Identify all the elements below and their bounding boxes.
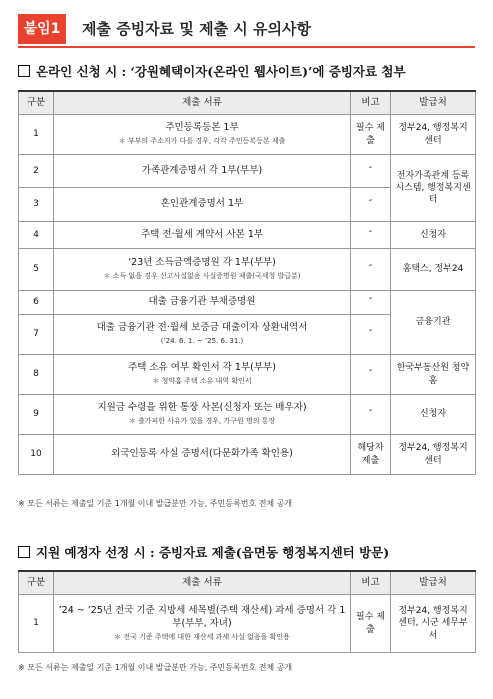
section1-table — [18, 90, 476, 475]
col-header-no: 구분 — [19, 91, 54, 115]
table-row: 8 주택 소유 여부 확인서 각 1부(부부) ＊ 청약홈 주택 소유 내역 확인서 ″ 한국부동산원 청약홈 — [19, 355, 476, 395]
col-header-issuer: 발급처 — [391, 91, 476, 115]
section1-title: 온라인 신청 시 : ‘강원혜택이자(온라인 웹사이트)’에 증빙자료 첨부 — [18, 62, 406, 80]
col-header-issuer: 발급처 — [391, 571, 476, 595]
table-row: 6 대출 금융기관 부채증명원 ″ 금융기관 — [19, 291, 476, 315]
table-row: 7 대출 금융기관 전·월세 보증금 대출이자 상환내역서 (’24. 6. 1. ~ ’25. 6. 31.) ″ — [19, 315, 476, 355]
col-header-no: 구분 — [19, 571, 54, 595]
appendix-badge: 붙임1 — [18, 14, 66, 44]
page-header — [18, 14, 475, 44]
table-row: 9 지원금 수령을 위한 통장 사본(신청자 또는 배우자) ＊ 출가피한 사유가 있을 경우, 가구원 명의 통장 ″ 신청자 — [19, 395, 476, 435]
table-row: 3 혼인관계증명서 1부 ″ — [19, 188, 476, 222]
section2-table — [18, 570, 476, 653]
header-divider — [18, 46, 475, 48]
section2-note: ※ 모든 서류는 제출일 기준 1개월 이내 발급분만 가능, 주민등록번호 전체 공개 — [18, 663, 293, 672]
table-row: 10 외국인등록 사실 증명서(다문화가족 확인용) 해당자 제출 정부24, 행정복지센터 — [19, 435, 476, 475]
table-row: 5 ’23년 소득금액증명원 각 1부(부부) ＊ 소득 없을 경우 신고사실없음 사실증명원 제출(국세청 발급분) ″ 홈택스, 정부24 — [19, 249, 476, 291]
checkbox-square-icon — [18, 546, 30, 558]
col-header-remarks: 비고 — [351, 571, 391, 595]
col-header-document: 제출 서류 — [54, 571, 351, 595]
checkbox-square-icon — [18, 65, 30, 77]
table-row: 1 주민등록등본 1부 ＊ 부부의 주소지가 다를 경우, 각각 주민등록등본 제출 필수 제출 정부24, 행정복지센터 — [19, 115, 476, 155]
page-title: 제출 증빙자료 및 제출 시 유의사항 — [82, 20, 311, 38]
section1-note: ※ 모든 서류는 제출일 기준 1개월 이내 발급분만 가능, 주민등록번호 전체 공개 — [18, 499, 293, 508]
col-header-remarks: 비고 — [351, 91, 391, 115]
col-header-document: 제출 서류 — [54, 91, 351, 115]
table-row: 2 가족관계증명서 각 1부(부부) ″ 전자가족관계 등록시스템, 행정복지센터 — [19, 155, 476, 188]
table-row: 4 주택 전·월세 계약서 사본 1부 ″ 신청자 — [19, 222, 476, 249]
section2-title: 지원 예정자 선정 시 : 증빙자료 제출(읍면동 행정복지센터 방문) — [18, 543, 389, 561]
table-row: 1 ’24 ~ ’25년 전국 기준 지방세 세목별(주택 재산세) 과세 증명서 각 1부(부부, 자녀) ＊ 전국 기준 주택에 대한 재산세 과세 사실 없음을 확인용 필수 제출 정부24, 행정복지센터, 시군 세무부서 — [19, 595, 476, 653]
